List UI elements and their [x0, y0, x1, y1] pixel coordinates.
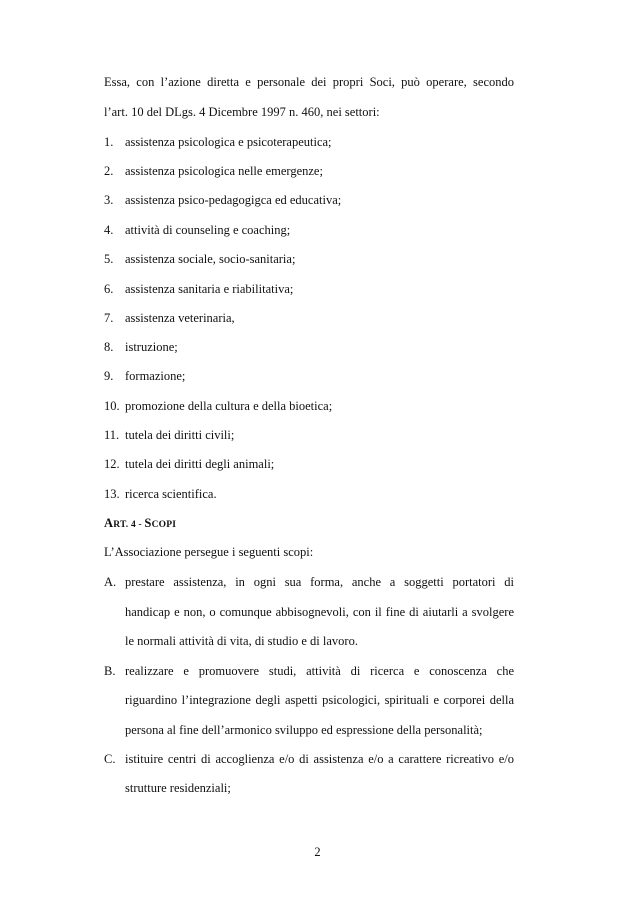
list-item-text: assistenza sanitaria e riabilitativa;	[125, 282, 294, 296]
list-item-text: assistenza psico-pedagogigca ed educativa;	[125, 193, 342, 207]
item-text-line: handicap e non, o comunque abbisognevoli, con il fine di aiutarli a svolgere	[125, 605, 514, 619]
list-item-number: 1.	[104, 135, 114, 149]
item-letter: B.	[104, 664, 116, 678]
heading-scopi-initial: S	[144, 516, 152, 530]
section-heading	[104, 515, 514, 533]
list-item-text: assistenza psicologica e psicoterapeutica;	[125, 135, 332, 149]
list-item-number: 3.	[104, 193, 114, 207]
list-item-number: 5.	[104, 252, 114, 266]
item-text-line: persona al fine dell’armonico sviluppo ed espressione della personalità;	[125, 723, 483, 737]
item-letter: C.	[104, 752, 116, 766]
heading-scopi-rest: COPI	[151, 520, 177, 530]
item-text-line: istituire centri di accoglienza e/o di assistenza e/o a carattere ricreativo e/o	[125, 752, 514, 766]
heading-art-initial: A	[104, 516, 114, 530]
page-number: 2	[314, 845, 321, 859]
item-text-line: realizzare e promuovere studi, attività di ricerca e conoscenza che	[125, 664, 514, 678]
intro-line-1: Essa, con l’azione diretta e personale dei propri Soci, può operare, secondo	[104, 75, 514, 89]
list-item-text: assistenza veterinaria,	[125, 311, 235, 325]
item-text-line: riguardino l’integrazione degli aspetti psicologici, spirituali e corporei della	[125, 693, 514, 707]
list-item-number: 12.	[104, 457, 120, 471]
list-item-number: 10.	[104, 399, 120, 413]
list-item-text: attività di counseling e coaching;	[125, 223, 291, 237]
item-text-line: strutture residenziali;	[125, 781, 231, 795]
list-item-number: 4.	[104, 223, 114, 237]
item-text-line: prestare assistenza, in ogni sua forma, anche a soggetti portatori di	[125, 575, 514, 589]
list-item-text: tutela dei diritti degli animali;	[125, 457, 275, 471]
list-item-number: 2.	[104, 164, 114, 178]
heading-art-rest: RT. 4 -	[113, 520, 145, 530]
item-text-line: le normali attività di vita, di studio e di lavoro.	[125, 634, 358, 648]
list-item-text: istruzione;	[125, 340, 178, 354]
list-item-text: assistenza psicologica nelle emergenze;	[125, 164, 323, 178]
intro-line-2: l’art. 10 del DLgs. 4 Dicembre 1997 n. 460, nei settori:	[104, 105, 380, 119]
scopi-intro: L’Associazione persegue i seguenti scopi:	[104, 545, 314, 559]
list-item-text: ricerca scientifica.	[125, 487, 217, 501]
list-item-number: 9.	[104, 369, 114, 383]
item-letter: A.	[104, 575, 117, 589]
list-item-number: 11.	[104, 428, 120, 442]
list-item-text: formazione;	[125, 369, 186, 383]
list-item-text: assistenza sociale, socio-sanitaria;	[125, 252, 296, 266]
list-item-text: tutela dei diritti civili;	[125, 428, 235, 442]
list-item-number: 6.	[104, 282, 114, 296]
list-item-number: 8.	[104, 340, 114, 354]
list-item-number: 13.	[104, 487, 120, 501]
list-item-text: promozione della cultura e della bioetica;	[125, 399, 333, 413]
list-item-number: 7.	[104, 311, 114, 325]
